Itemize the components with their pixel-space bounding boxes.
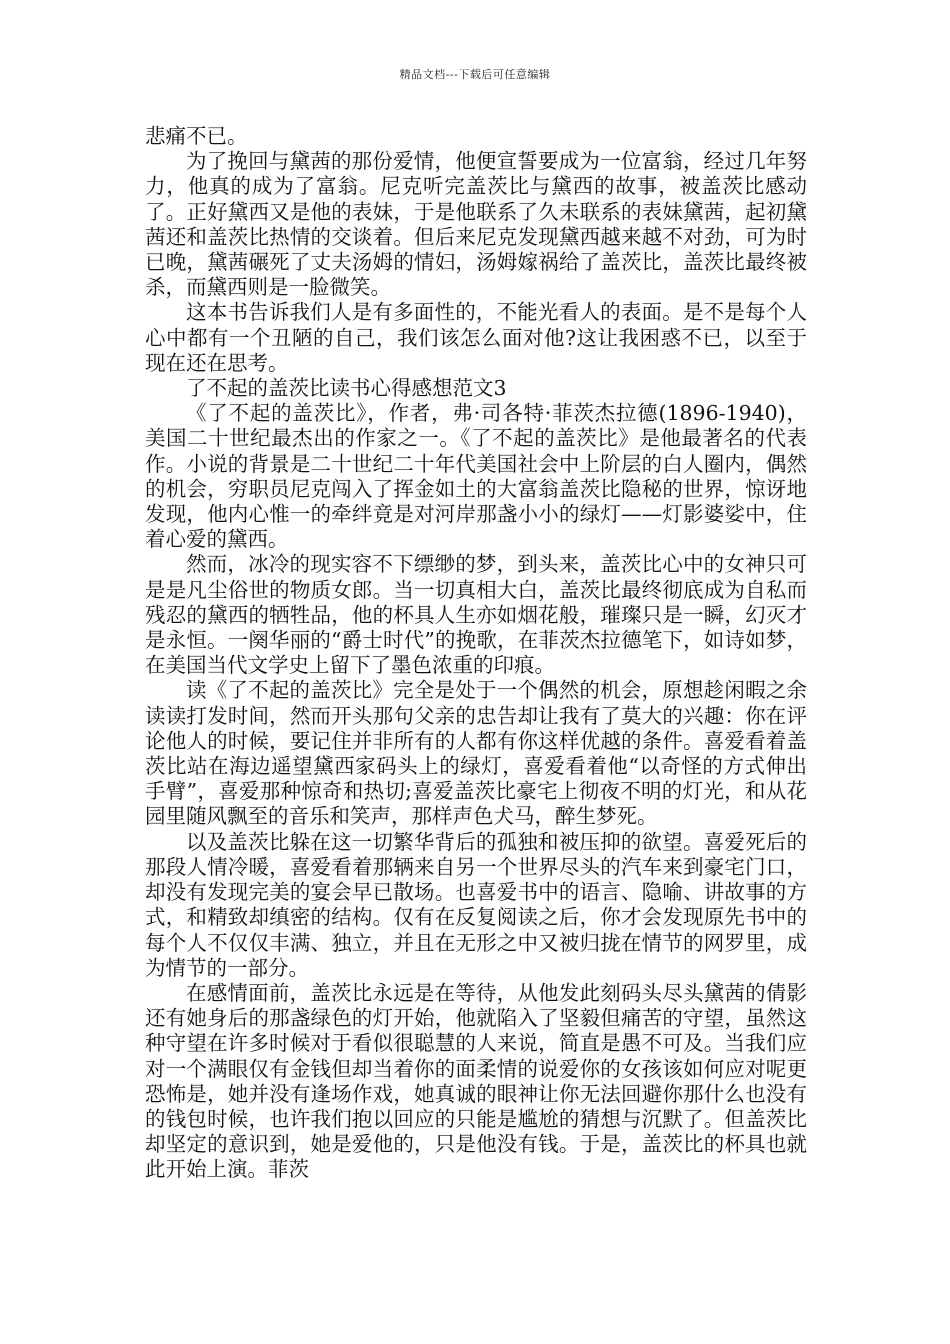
paragraph: 以及盖茨比躲在这一切繁华背后的孤独和被压抑的欲望。喜爱死后的那段人情冷暖，喜爱看着那辆来自另一个世界尽头的汽车来到豪宅门口，却没有发现完美的宴会早已散场。也喜爱书中的语言、隐喻、讲故事的方式，和精致却缜密的结构。仅有在反复阅读之后，你才会发现原先书中的每个人不仅仅丰满、独立，并且在无形之中又被归拢在情节的网罗里，成为情节的一部分。 bbox=[145, 829, 807, 980]
paragraph: 然而，冰冷的现实容不下缥缈的梦，到头来，盖茨比心中的女神只可是是凡尘俗世的物质女郎。当一切真相大白，盖茨比最终彻底成为自私而残忍的黛西的牺牲品，他的杯具人生亦如烟花般，璀璨只是一瞬，幻灭才是永恒。一阕华丽的“爵士时代”的挽歌，在菲茨杰拉德笔下，如诗如梦，在美国当代文学史上留下了墨色浓重的印痕。 bbox=[145, 552, 807, 678]
paragraph: 在感情面前，盖茨比永远是在等待，从他发此刻码头尽头黛茜的倩影还有她身后的那盏绿色的灯开始，他就陷入了坚毅但痛苦的守望，虽然这种守望在许多时候对于看似很聪慧的人来说，简直是愚不可及。当我们应对一个满眼仅有金钱但却当着你的面柔情的说爱你的女孩该如何应对呢更恐怖是，她并没有逢场作戏，她真诚的眼神让你无法回避你那什么也没有的钱包时候，也许我们抱以回应的只能是尴尬的猜想与沉默了。但盖茨比却坚定的意识到，她是爱他的，只是他没有钱。于是，盖茨比的杯具也就此开始上演。菲茨 bbox=[145, 980, 807, 1182]
paragraph: 这本书告诉我们人是有多面性的，不能光看人的表面。是不是每个人心中都有一个丑陋的自己，我们该怎么面对他?这让我困惑不已，以至于现在还在思考。 bbox=[145, 300, 807, 375]
document-body bbox=[145, 124, 807, 1183]
page-header: 精品文档---下载后可任意编辑 bbox=[399, 68, 551, 81]
paragraph: 悲痛不已。 bbox=[145, 124, 248, 148]
section-heading: 了不起的盖茨比读书心得感想范文3 bbox=[186, 376, 507, 401]
paragraph: 读《了不起的盖茨比》完全是处于一个偶然的机会，原想趁闲暇之余读读打发时间，然而开头那句父亲的忠告却让我有了莫大的兴趣：你在评论他人的时候，要记住并非所有的人都有你这样优越的条件。喜爱看着盖茨比站在海边遥望黛西家码头上的绿灯，喜爱看着他“以奇怪的方式伸出手臂”，喜爱那种惊奇和热切;喜爱盖茨比豪宅上彻夜不明的灯光，和从花园里随风飘至的音乐和笑声，那样声色犬马，醉生梦死。 bbox=[145, 678, 807, 829]
paragraph: 《了不起的盖茨比》，作者，弗·司各特·菲茨杰拉德(1896-1940)，美国二十世纪最杰出的作家之一。《了不起的盖茨比》是他最著名的代表作。小说的背景是二十世纪二十年代美国社会中上阶层的白人圈内，偶然的机会，穷职员尼克闯入了挥金如土的大富翁盖茨比隐秘的世界，惊讶地发现，他内心惟一的牵绊竟是对河岸那盏小小的绿灯——灯影婆娑中，住着心爱的黛西。 bbox=[145, 401, 807, 552]
paragraph: 为了挽回与黛茜的那份爱情，他便宣誓要成为一位富翁，经过几年努力，他真的成为了富翁。尼克听完盖茨比与黛西的故事，被盖茨比感动了。正好黛西又是他的表妹，于是他联系了久未联系的表妹黛茜，起初黛茜还和盖茨比热情的交谈着。但后来尼克发现黛西越来越不对劲，可为时已晚，黛茜碾死了丈夫汤姆的情妇，汤姆嫁祸给了盖茨比，盖茨比最终被杀，而黛西则是一脸微笑。 bbox=[145, 149, 807, 300]
